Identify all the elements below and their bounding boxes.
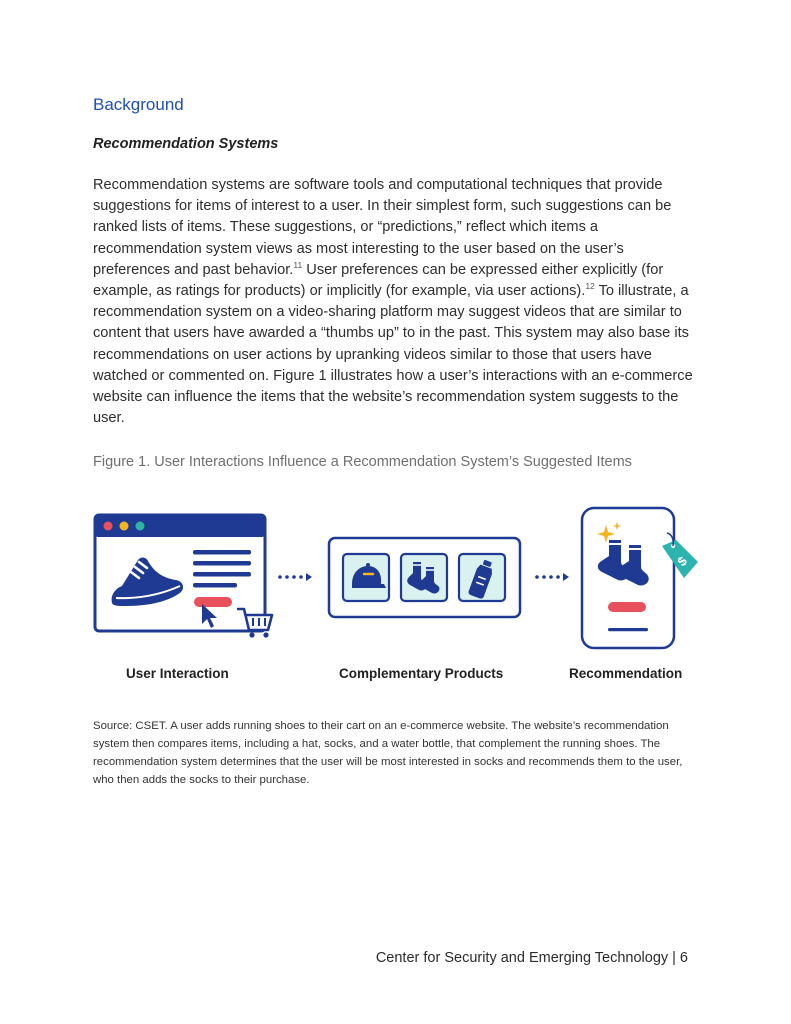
- figure-label-complementary-products: Complementary Products: [339, 666, 504, 681]
- socks-product-card: [401, 554, 447, 601]
- body-text-part-1: Recommendation systems are software tools and computational techniques that provide suggestions for items of interest to a user. In their simplest form, such suggestions can be ranked lists of items. These suggestions, or “predictions,” reflect which items a recommendation system views as most interesting to the user based on the user’s preferences and past behavior.: [93, 177, 672, 278]
- add-to-cart-pill-icon: [608, 602, 646, 612]
- phone-text-line-icon: [608, 628, 648, 631]
- section-heading: Background: [93, 95, 184, 114]
- arrow-right-icon: [278, 573, 312, 581]
- figure-source-note: Source: CSET. A user adds running shoes to their cart on an e-commerce website. The website’s recommendation system then compares items, including a hat, socks, and a water bottle, that complement the running shoes. The recommendation system determines that the user will be most interested in socks and recommends them to the user, who then adds the socks to their purchase.: [93, 720, 683, 786]
- footnote-ref-11[interactable]: 11: [293, 259, 303, 270]
- page-footer: [376, 950, 688, 966]
- subsection-heading: Recommendation Systems: [93, 136, 279, 152]
- body-paragraph: [93, 175, 703, 429]
- footnote-ref-12[interactable]: 12: [585, 281, 595, 292]
- body-text-part-3: To illustrate, a recommendation system on a video-sharing platform may suggest videos that are similar to content that users have awarded a “thumbs up” to in the past. This system may also base its recommendations on user actions by upranking videos similar to those that users have watched or commented on. Figure 1 illustrates how a user’s interactions with an e-commerce website can influence the items that the website’s recommendation system suggests to the user.: [93, 283, 693, 427]
- arrow-right-icon: [535, 573, 569, 581]
- bottle-product-card: [459, 554, 505, 601]
- figure-caption: Figure 1. User Interactions Influence a Recommendation System’s Suggested Items: [93, 454, 632, 470]
- footer-separator: |: [672, 950, 676, 966]
- figure-label-user-interaction: User Interaction: [126, 666, 229, 681]
- body-text-part-2: User preferences can be expressed either explicitly (for example, as ratings for products) or implicitly (for example, via user actions).: [93, 261, 664, 300]
- page-number: 6: [679, 950, 688, 966]
- figure-label-recommendation: Recommendation: [569, 666, 683, 681]
- footer-organization: Center for Security and Emerging Technology: [375, 950, 669, 966]
- add-to-cart-pill-icon: [194, 597, 232, 607]
- svg-text:$: $: [674, 553, 690, 570]
- hat-product-card: [343, 554, 389, 601]
